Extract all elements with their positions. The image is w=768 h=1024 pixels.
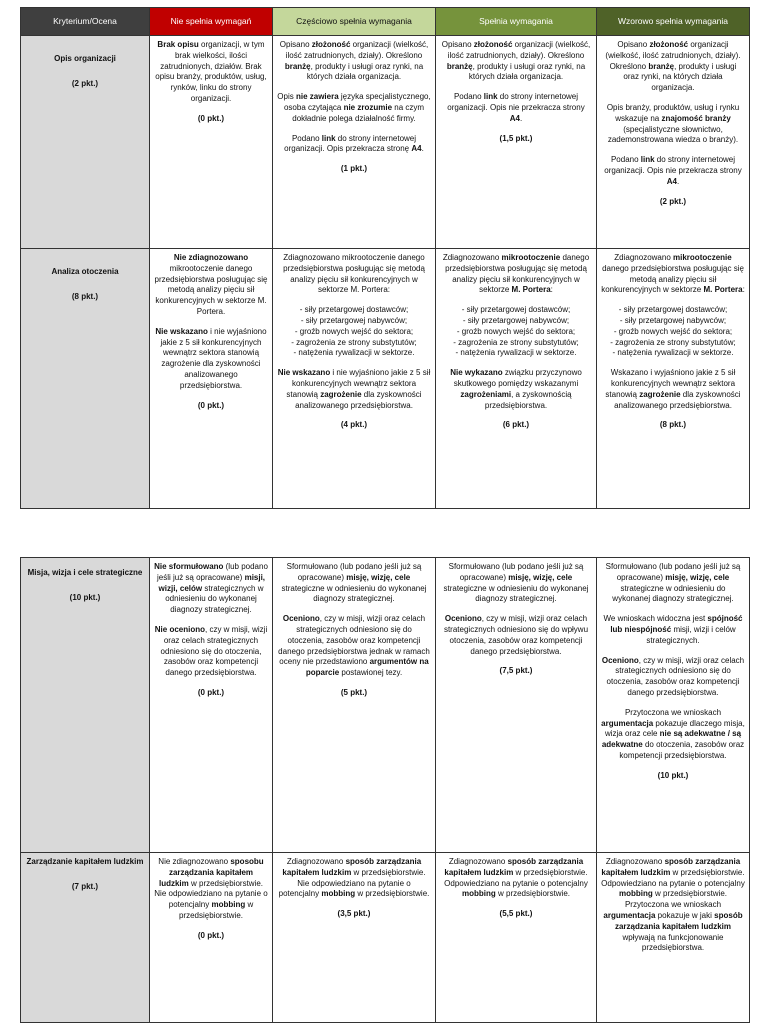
bold-text: sposób zarządzania kapitałem ludzkim — [282, 857, 422, 877]
cell-paragraph — [440, 305, 592, 359]
cell-paragraph — [601, 857, 745, 954]
bold-text: mikrootoczenie — [673, 253, 732, 262]
text: Sformułowano (lub podano jeśli już są opracowane) — [448, 562, 584, 582]
bold-text: mobbing — [461, 889, 496, 899]
text: Opis — [277, 92, 296, 102]
header-criterion: Kryterium/Ocena — [21, 8, 150, 36]
rubric-cell-not-meeting — [150, 36, 273, 249]
text: (specjalistyczne słownictwo, zademonstrowana wiedza o branży). — [607, 124, 739, 145]
cell-paragraph — [154, 625, 268, 679]
criterion-cell — [21, 249, 150, 509]
text: strategiczne w odniesieniu do wykonanej diagnozy strategicznej. — [612, 583, 734, 604]
bold-text: zagrożeniami — [460, 389, 512, 399]
text: związku przyczynowo skutkowego pomiędzy wskazanymi — [453, 368, 582, 388]
bold-text: (2 pkt.) — [659, 196, 687, 206]
bold-text: (0 pkt.) — [197, 113, 225, 123]
text: - siły przetargowej dostawców; - siły przetargowej nabywców; - groźb nowych wejść do sektora; - zagrożenia ze strony substytutów; - natężenia rywalizacji w sektorze. — [291, 305, 417, 358]
text: strategiczne w odniesieniu do wykonanej diagnozy strategicznej. — [281, 583, 427, 604]
bold-text: Oceniono — [444, 614, 482, 624]
cell-paragraph — [601, 562, 745, 605]
criterion-points: (2 pkt.) — [71, 78, 99, 88]
bold-text: branżę — [284, 61, 311, 71]
bold-text: Nie sformułowano — [154, 562, 224, 571]
text: w przedsiębiorstwie. Przytoczona we wnioskach — [624, 889, 728, 910]
bold-text: mikrootoczenie — [501, 253, 561, 262]
bold-text: branżę — [648, 61, 675, 71]
text: dla zyskowności analizowanego przedsiębiorstwa. — [295, 389, 422, 410]
text: w przedsiębiorstwie. Nie odpowiedziano na pytanie o potencjalny — [278, 867, 426, 899]
bold-text: A4 — [411, 144, 422, 154]
criterion-cell — [21, 558, 150, 853]
text: Zdiagnozowano — [448, 857, 508, 866]
text: organizacji (wielkość, ilość zatrudnionych, działy). Określono — [447, 40, 591, 60]
rubric-cell-partial — [273, 853, 436, 1023]
bold-text: (7,5 pkt.) — [499, 666, 533, 676]
text: i nie wyjaśniono jakie z 5 sił konkurencyjnych wewnątrz sektora stanowią — [286, 368, 431, 399]
header-level-exemplary: Wzorowo spełnia wymagania — [597, 8, 750, 36]
criterion-cell — [21, 853, 150, 1023]
bold-text: A4 — [666, 176, 677, 186]
rubric-cell-exemplary — [597, 249, 750, 509]
bold-text: argumentacja — [603, 910, 656, 920]
bold-text: (5 pkt.) — [340, 687, 368, 697]
bold-text: Nie zdiagnozowano — [173, 253, 249, 262]
text: : — [742, 285, 745, 295]
cell-paragraph — [440, 562, 592, 605]
bold-text: zagrożenie — [639, 389, 681, 399]
cell-points — [440, 909, 592, 920]
text: , czy w misji, wizji oraz celach strategicznych odniesiono się do otoczenia, zasobów oraz kompetencji danego przedsiębiorstwa. — [606, 655, 745, 697]
text: : — [550, 285, 553, 295]
text: Zdiagnozowano mikrootoczenie danego przedsiębiorstwa posługując się metodą analizy pięciu sił konkurencyjnych w sektorze M. Portera: — [283, 253, 425, 295]
bold-text: Brak opisu — [157, 40, 199, 49]
text: w przedsiębiorstwie. — [495, 889, 571, 899]
bold-text: (10 pkt.) — [657, 770, 689, 780]
rubric-cell-not-meeting — [150, 249, 273, 509]
cell-paragraph — [277, 40, 431, 83]
text: na czym dokładnie polega działalność firmy. — [292, 102, 425, 123]
text: , produkty i usługi oraz rynki, na których działa organizacja. — [468, 61, 586, 82]
bold-text: branżę — [446, 61, 473, 71]
bold-text: (4 pkt.) — [340, 420, 368, 430]
bold-text: (3,5 pkt.) — [337, 909, 371, 919]
bold-text: sposób zarządzania kapitałem ludzkim — [614, 910, 743, 931]
bold-text: link — [640, 155, 655, 165]
bold-text: Oceniono — [601, 655, 639, 665]
text: w przedsiębiorstwie. Odpowiedziano na pytanie o potencjalny — [444, 867, 588, 888]
cell-points — [440, 134, 592, 145]
bold-text: argumentów na poparcie — [305, 657, 429, 678]
text: Wskazano i wyjaśniono jakie z 5 sił konkurencyjnych wewnątrz sektora stanowią — [605, 368, 736, 399]
bold-text: (0 pkt.) — [197, 400, 225, 410]
rubric-cell-meeting — [436, 36, 597, 249]
text: i nie wyjaśniono jakie z 5 sił konkurencyjnych wewnątrz sektora stanowią zagrożenie dla zyskowności analizowanego przedsiębiorstwa. — [160, 326, 267, 390]
bold-text: misję, wizję, cele — [508, 572, 573, 582]
cell-points — [601, 771, 745, 782]
bold-text: misję, wizję, cele — [665, 572, 730, 582]
bold-text: sposób zarządzania kapitałem ludzkim — [444, 857, 584, 877]
text: Opisano — [617, 40, 650, 49]
cell-paragraph — [154, 327, 268, 392]
cell-points — [277, 688, 431, 699]
cell-paragraph — [440, 614, 592, 657]
cell-paragraph — [277, 614, 431, 679]
bold-text: złożoność — [649, 40, 689, 49]
header-level-not-meeting: Nie spełnia wymagań — [150, 8, 273, 36]
cell-paragraph — [154, 40, 268, 105]
rubric-cell-partial — [273, 558, 436, 853]
text: We wnioskach widoczna jest — [603, 614, 708, 624]
text: do strony internetowej organizacji. Opis nie przekracza strony — [604, 155, 742, 175]
text: w przedsiębiorstwie. Odpowiedziano na pytanie o potencjalny — [601, 867, 745, 888]
criterion-row — [21, 249, 750, 509]
text: Zdiagnozowano — [605, 857, 665, 866]
bold-text: Nie oceniono — [154, 624, 205, 634]
text: organizacji (wielkość, ilość zatrudnionych, działy). Określono — [285, 40, 429, 60]
text: - siły przetargowej dostawców; - siły przetargowej nabywców; - groźb nowych wejść do sektora; - zagrożenia ze strony substytutów; - natężenia rywalizacji w sektorze. — [453, 305, 579, 358]
text: wpływają na funkcjonowanie przedsiębiorstwa. — [622, 932, 724, 953]
cell-points — [601, 197, 745, 208]
text: . — [421, 144, 424, 154]
text: Nie zdiagnozowano — [158, 857, 231, 866]
text: Opis branży, produktów, usług i rynku wskazuje na — [606, 102, 740, 123]
text: Podano — [453, 92, 484, 102]
cell-paragraph — [277, 857, 431, 900]
rubric-cell-exemplary — [597, 558, 750, 853]
criterion-name: Analiza otoczenia — [51, 267, 119, 276]
bold-text: Nie wykazano — [450, 368, 503, 378]
text: strategiczne w odniesieniu do wykonanej diagnozy strategicznej. — [443, 583, 589, 604]
rubric-cell-meeting — [436, 853, 597, 1023]
bold-text: znajomość branży — [661, 113, 731, 123]
text: , produkty i usługi oraz rynki, na których działa organizacja. — [306, 61, 424, 82]
cell-paragraph — [601, 155, 745, 187]
rubric-cell-partial — [273, 249, 436, 509]
cell-paragraph — [601, 40, 745, 94]
bold-text: M. Portera — [511, 285, 551, 295]
cell-paragraph — [440, 253, 592, 296]
header-row — [21, 8, 750, 36]
text: Opisano — [441, 40, 474, 49]
bold-text: A4 — [509, 113, 520, 123]
text: języka specjalistycznego, osoba czytająca — [283, 92, 431, 112]
bold-text: (8 pkt.) — [659, 420, 687, 430]
text: . — [520, 113, 523, 123]
bold-text: misję, wizję, cele — [346, 572, 411, 582]
cell-paragraph — [277, 368, 431, 411]
cell-paragraph — [601, 614, 745, 646]
rubric-cell-meeting — [436, 558, 597, 853]
header-level-meeting: Spełnia wymagania — [436, 8, 597, 36]
criterion-name: Zarządzanie kapitałem ludzkim — [26, 857, 144, 866]
text: pokazuje dlaczego misja, wizja oraz cele — [604, 718, 745, 739]
text: w przedsiębiorstwie. — [355, 889, 430, 899]
bold-text: (5,5 pkt.) — [499, 909, 533, 919]
cell-points — [277, 164, 431, 175]
cell-paragraph — [440, 92, 592, 124]
bold-text: argumentacja — [601, 718, 654, 728]
rubric-cell-not-meeting — [150, 558, 273, 853]
cell-paragraph — [277, 253, 431, 296]
text: danego przedsiębiorstwa posługując się metodą analizy pięciu sił konkurencyjnych w sektorze — [601, 263, 744, 295]
bold-text: (1 pkt.) — [340, 164, 368, 174]
cell-paragraph — [277, 92, 431, 124]
bold-text: Oceniono — [282, 614, 320, 624]
text: Podano — [291, 133, 322, 143]
rubric-cell-meeting — [436, 249, 597, 509]
bold-text: zagrożenie — [320, 389, 362, 399]
text: danego przedsiębiorstwa posługując się metodą analizy pięciu sił konkurencyjnych w sektorze — [445, 253, 590, 295]
bold-text: Nie wskazano — [155, 326, 208, 336]
criterion-cell — [21, 36, 150, 249]
text: strategicznych w odniesieniu do wykonanej diagnozy strategicznej. — [165, 583, 264, 615]
rubric-cell-exemplary — [597, 853, 750, 1023]
bold-text: sposobu zarządzania kapitałem ludzkim — [158, 857, 264, 888]
cell-points — [277, 909, 431, 920]
bold-text: (6 pkt.) — [502, 420, 530, 430]
cell-points — [601, 420, 745, 431]
criterion-points: (10 pkt.) — [69, 592, 101, 602]
criterion-row — [21, 558, 750, 853]
text: organizacji (wielkość, ilość zatrudnionych, działy). Określono — [605, 40, 741, 71]
text: Podano — [610, 155, 641, 165]
cell-paragraph — [154, 857, 268, 922]
text: Zdiagnozowano — [614, 253, 674, 262]
text: (lub podano jeśli już są opracowane) — [156, 562, 268, 582]
rubric-cell-not-meeting — [150, 853, 273, 1023]
cell-paragraph — [154, 253, 268, 318]
header-level-partial: Częściowo spełnia wymagania — [273, 8, 436, 36]
text: do otoczenia, zasobów oraz kompetencji przedsiębiorstwa. — [619, 740, 745, 760]
bold-text: złożoność — [311, 40, 351, 49]
cell-paragraph — [601, 305, 745, 359]
text: organizacji, w tym brak wielkości, ilości zatrudnionych, działów. Brak opisu branży, produktów, usług, rynków, linku do strony organizacji. — [155, 40, 267, 103]
cell-paragraph — [440, 40, 592, 83]
bold-text: mobbing — [211, 900, 246, 910]
cell-paragraph — [154, 562, 268, 616]
cell-points — [154, 931, 268, 942]
rubric-table-part-1 — [20, 7, 750, 509]
text: Przytoczona we wnioskach — [624, 707, 722, 717]
bold-text: mobbing — [618, 889, 653, 899]
text: postawionej tezy. — [339, 668, 403, 678]
criterion-row — [21, 853, 750, 1023]
bold-text: mobbing — [321, 889, 356, 899]
bold-text: (0 pkt.) — [197, 687, 225, 697]
cell-paragraph — [601, 708, 745, 762]
bold-text: sposób zarządzania kapitałem ludzkim — [601, 857, 741, 877]
text: Zdiagnozowano — [442, 253, 502, 262]
text: , czy w misji, wizji oraz celach strategicznych odniesiono się do otoczenia, zasobów oraz kompetencji danego przedsiębiorstwa. — [160, 624, 268, 678]
text: Sformułowano (lub podano jeśli już są opracowane) — [286, 562, 422, 582]
text: Opisano — [279, 40, 312, 49]
rubric-cell-exemplary — [597, 36, 750, 249]
bold-text: (0 pkt.) — [197, 930, 225, 940]
cell-paragraph — [601, 253, 745, 296]
bold-text: (1,5 pkt.) — [499, 133, 533, 143]
rubric-table-part-2 — [20, 557, 750, 1023]
text: do strony internetowej organizacji. Opis nie przekracza strony — [447, 92, 585, 112]
criterion-name: Misja, wizja i cele strategiczne — [27, 568, 143, 577]
text: , produkty i usługi oraz rynki, na których działa organizacja. — [623, 61, 737, 93]
criterion-row — [21, 36, 750, 249]
cell-paragraph — [440, 368, 592, 411]
text: do strony internetowej organizacji. Opis przekracza stronę — [284, 133, 417, 154]
cell-paragraph — [277, 305, 431, 359]
cell-points — [277, 420, 431, 431]
text: - siły przetargowej dostawców; - siły przetargowej nabywców; - groźb nowych wejść do sektora; - zagrożenia ze strony substytutów; - natężenia rywalizacji w sektorze. — [610, 305, 736, 358]
cell-points — [440, 420, 592, 431]
text: Zdiagnozowano — [286, 857, 346, 866]
text: , czy w misji, wizji oraz celach strategicznych odniesiono się do wpływu otoczenia, zasobów oraz kompetencji danego przedsiębiorstwa. — [443, 614, 589, 656]
bold-text: spójność lub niespójność — [610, 614, 743, 634]
bold-text: nie zrozumie — [343, 102, 393, 112]
text: . — [677, 176, 680, 186]
text: mikrootoczenie danego przedsiębiorstwa posługując się metodą analizy pięciu sił konkurencyjnych w sektorze M. Portera. — [154, 263, 268, 316]
cell-points — [154, 114, 268, 125]
bold-text: Nie wskazano — [277, 368, 331, 378]
bold-text: link — [321, 133, 336, 143]
bold-text: nie zawiera — [295, 92, 339, 102]
bold-text: M. Portera — [703, 285, 743, 295]
text: misji, wizji i celów strategicznych. — [646, 624, 736, 645]
text: w przedsiębiorstwie. Nie odpowiedziano na pytanie o potencjalny — [154, 878, 268, 910]
text: w przedsiębiorstwie. — [178, 900, 254, 920]
bold-text: nie są adekwatne / są adekwatne — [601, 729, 742, 750]
cell-paragraph — [277, 562, 431, 605]
cell-points — [154, 401, 268, 412]
text: , czy w misji, wizji oraz celach strategicznych odniesiono się do otoczenia, zasobów oraz kompetencji danego przedsiębiorstwa jednak w ramach oceny nie przedstawiono — [278, 614, 430, 667]
bold-text: złożoność — [473, 40, 513, 49]
text: , a zyskownością przedsiębiorstwa. — [484, 389, 572, 410]
cell-paragraph — [440, 857, 592, 900]
criterion-name: Opis organizacji — [54, 54, 116, 63]
rubric-cell-partial — [273, 36, 436, 249]
cell-paragraph — [277, 134, 431, 156]
cell-points — [154, 688, 268, 699]
bold-text: link — [483, 92, 498, 102]
cell-paragraph — [601, 368, 745, 411]
text: pokazuje w jaki — [655, 910, 715, 920]
cell-paragraph — [601, 103, 745, 146]
text: dla zyskowności analizowanego przedsiębiorstwa. — [614, 389, 741, 410]
criterion-points: (7 pkt.) — [71, 881, 99, 891]
cell-points — [440, 666, 592, 677]
criterion-points: (8 pkt.) — [71, 291, 99, 301]
cell-paragraph — [601, 656, 745, 699]
text: Sformułowano (lub podano jeśli już są opracowane) — [605, 562, 741, 582]
bold-text: misji, wizji, celów — [158, 572, 266, 593]
